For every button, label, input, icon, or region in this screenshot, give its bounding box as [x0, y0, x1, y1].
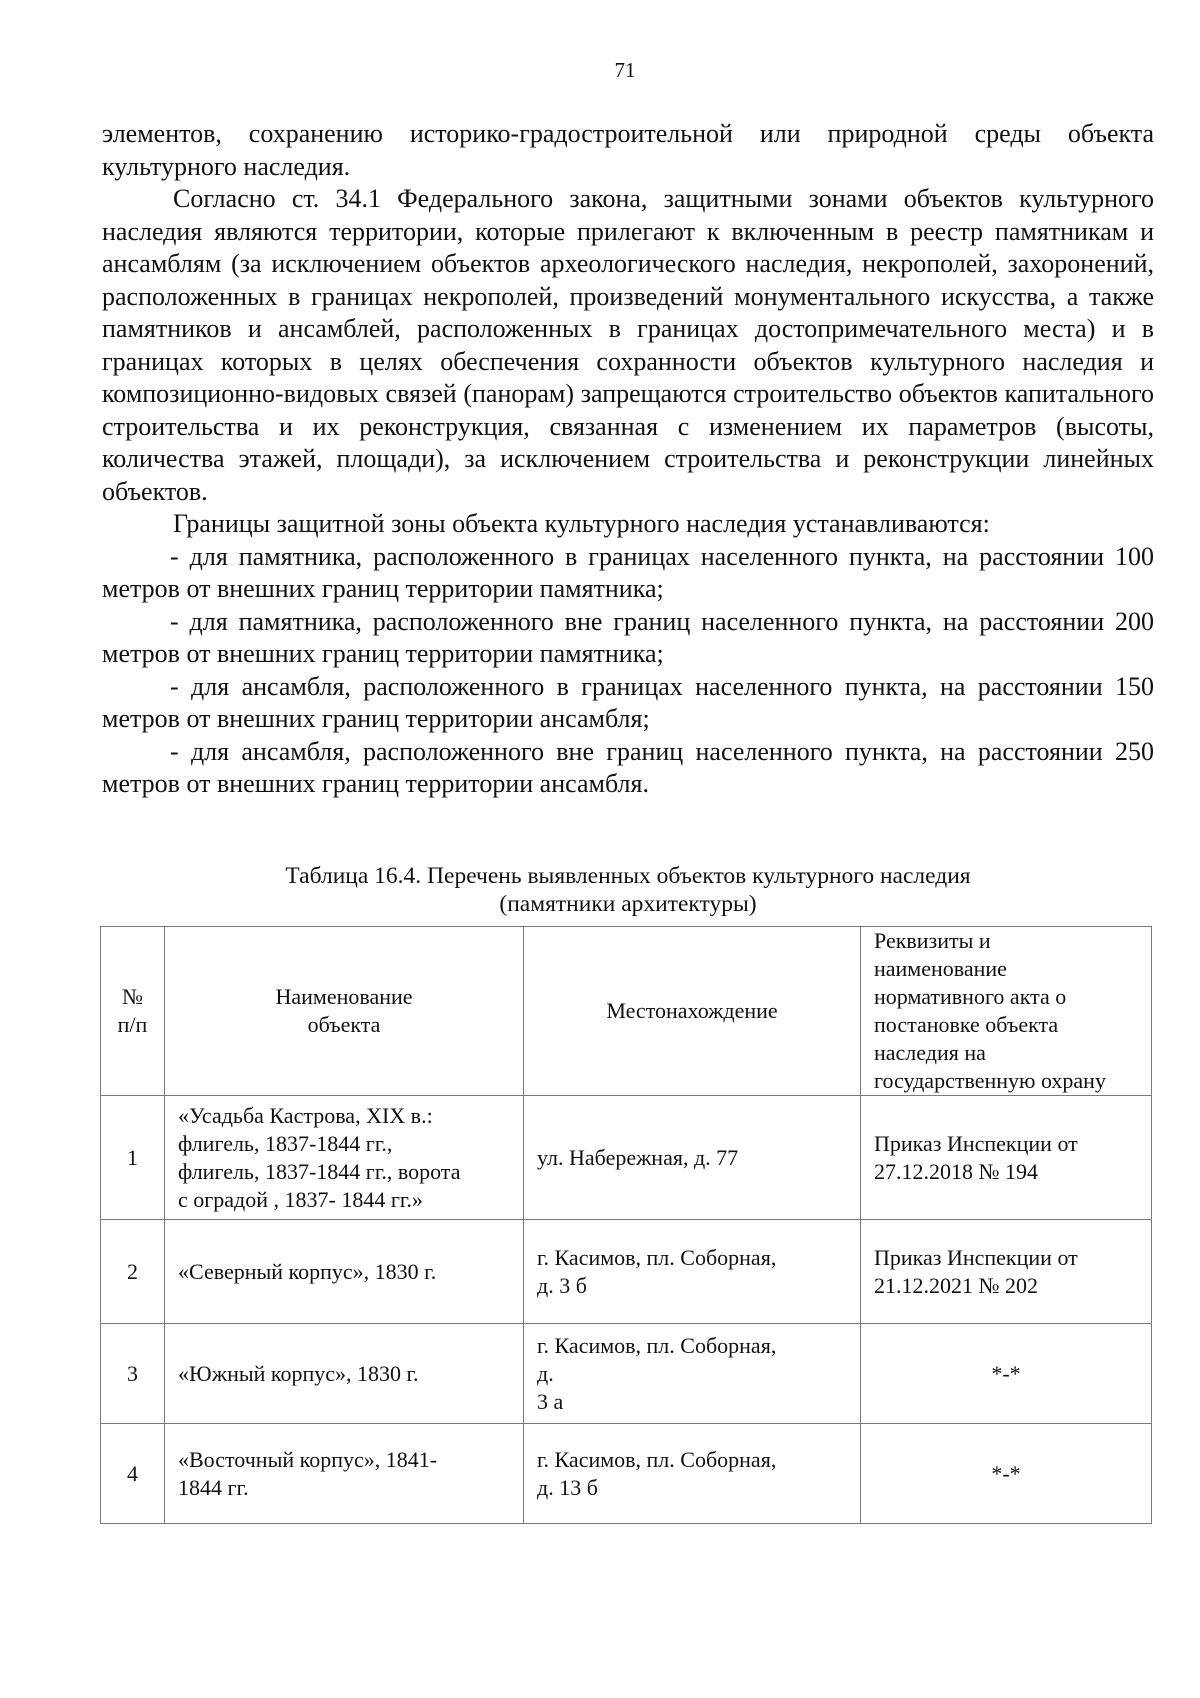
table-row: [101, 1220, 1152, 1324]
list-item: - для памятника, расположенного в границах населенного пункта, на расстоянии 100 метров от внешних границ территории памятника;: [102, 541, 1154, 603]
object-requisites: *-*: [861, 1324, 1152, 1424]
list-item: - для ансамбля, расположенного вне границ населенного пункта, на расстоянии 250 метров от внешних границ территории ансамбля.: [102, 736, 1154, 798]
paragraph: элементов, сохранению историко-градостроительной или природной среды объекта культурного наследия.: [102, 119, 1154, 181]
object-location: ул. Набережная, д. 77: [524, 1096, 861, 1220]
row-number: 1: [101, 1096, 165, 1220]
object-requisites: Приказ Инспекции от 27.12.2018 № 194: [861, 1096, 1152, 1220]
object-name: «Северный корпус», 1830 г.: [165, 1220, 524, 1324]
table-row: [101, 1324, 1152, 1424]
paragraph: Границы защитной зоны объекта культурного наследия устанавливаются:: [173, 509, 990, 538]
row-number: 3: [101, 1324, 165, 1424]
table-caption-line: Таблица 16.4. Перечень выявленных объектов культурного наследия: [285, 863, 971, 889]
list-item: - для ансамбля, расположенного в границах населенного пункта, на расстоянии 150 метров от внешних границ территории ансамбля;: [102, 671, 1154, 733]
header-number: № п/п: [101, 927, 165, 1096]
object-name: «Южный корпус», 1830 г.: [165, 1324, 524, 1424]
table-caption-line: (памятники архитектуры): [499, 891, 757, 917]
heritage-objects-table: [100, 926, 1152, 1524]
object-location: г. Касимов, пл. Соборная, д. 13 б: [524, 1424, 861, 1524]
header-name: Наименование объекта: [165, 927, 524, 1096]
table-row: [101, 1424, 1152, 1524]
object-name: «Усадьба Кастрова, XIX в.: флигель, 1837-1844 гг., флигель, 1837-1844 гг., ворота с оградой , 1837- 1844 гг.»: [165, 1096, 524, 1220]
object-requisites: *-*: [861, 1424, 1152, 1524]
table-caption: [100, 862, 1156, 918]
page-number: 71: [614, 58, 636, 82]
table-row: [101, 1096, 1152, 1220]
list-item: - для памятника, расположенного вне границ населенного пункта, на расстоянии 200 метров от внешних границ территории памятника;: [102, 606, 1154, 668]
paragraph: Согласно ст. 34.1 Федерального закона, защитными зонами объектов культурного наследия являются территории, которые прилегают к включенным в реестр памятникам и ансамблям (за исключением объектов археологического наследия, некрополей, захоронений, расположенных в границах некрополей, произведений монументального искусства, а также памятников и ансамблей, расположенных в границах достопримечательного места) и в границах которых в целях обеспечения сохранности объектов культурного наследия и композиционно-видовых связей (панорам) запрещаются строительство объектов капитального строительства и их реконструкция, связанная с изменением их параметров (высоты, количества этажей, площади), за исключением строительства и реконструкции линейных объектов.: [102, 184, 1154, 506]
header-requisites: Реквизиты и наименование нормативного акта о постановке объекта наследия на государственную охрану: [861, 927, 1152, 1096]
table-header-row: [101, 927, 1152, 1096]
object-location: г. Касимов, пл. Соборная, д. 3 а: [524, 1324, 861, 1424]
object-location: г. Касимов, пл. Соборная, д. 3 б: [524, 1220, 861, 1324]
object-name: «Восточный корпус», 1841- 1844 гг.: [165, 1424, 524, 1524]
row-number: 2: [101, 1220, 165, 1324]
row-number: 4: [101, 1424, 165, 1524]
header-location: Местонахождение: [524, 927, 861, 1096]
object-requisites: Приказ Инспекции от 21.12.2021 № 202: [861, 1220, 1152, 1324]
body-text: [102, 118, 1154, 801]
